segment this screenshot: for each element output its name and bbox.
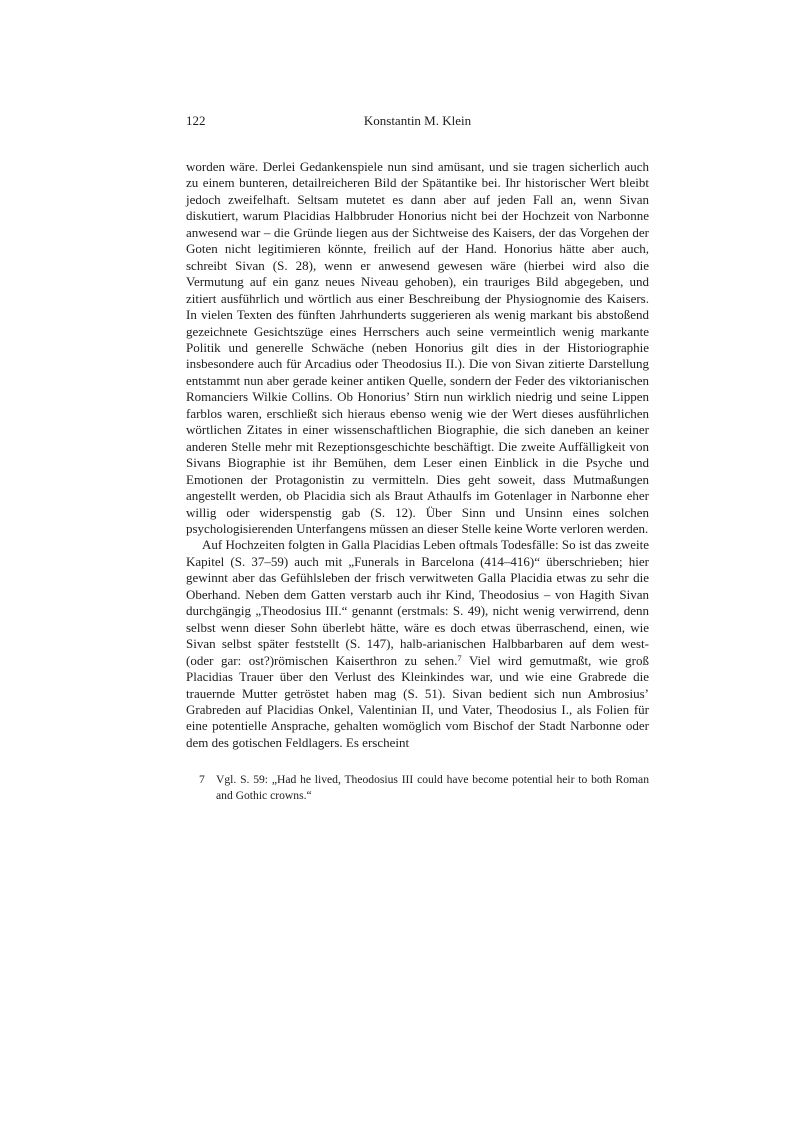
- page-number: 122: [186, 113, 206, 128]
- paragraph: worden wäre. Derlei Gedankenspiele nun sind amüsant, und sie tragen sicherlich auch zu einem bunteren, detailreicheren Bild der Spätantike bei. Ihr historischer Wert bleibt jedoch zweifelhaft. Seltsam mutetet es dann aber auf jeden Fall an, wenn Sivan diskutiert, warum Placidias Halbbruder Honorius nicht bei der Hochzeit von Narbonne anwesend war – die Gründe liegen aus der Sichtweise des Kaisers, der das Vorgehen der Goten nicht legitimieren könnte, freilich auf der Hand. Honorius hätte aber auch, schreibt Sivan (S. 28), wenn er anwesend gewesen wäre (hierbei wird also die Vermutung auf ein ganz neues Niveau gehoben), ein trauriges Bild abgegeben, und zitiert ausführlich und wörtlich aus einer Beschreibung der Physiognomie des Kaisers. In vielen Texten des fünften Jahrhunderts suggerieren als wenig markant bis abstoßend gezeichnete Gesichtszüge eines Herrschers auch seine vermeintlich wenig markante Politik und generelle Schwäche (neben Honorius gilt dies in der Historiographie insbesondere auch für Arcadius oder Theodosius II.). Die von Sivan zitierte Darstellung entstammt nun aber gerade keiner antiken Quelle, sondern der Feder des viktorianischen Romanciers Wilkie Collins. Ob Honorius’ Stirn nun wirklich niedrig und seine Lippen farblos waren, erschließt sich hieraus ebenso wenig wie der Wert dieses ausführlichen wörtlichen Zitates in einer wissenschaftlichen Biographie, die sich daneben an keiner anderen Stelle mehr mit Rezeptionsgeschichte beschäftigt. Die zweite Auffälligkeit von Sivans Biographie ist ihr Bemühen, dem Leser einen Einblick in die Psyche und Emotionen der Protagonistin zu vermitteln. Dies geht soweit, dass Mutmaßungen angestellt werden, ob Placidia sich als Braut Athaulfs im Gotenlager in Narbonne eher willig oder widerspenstig gab (S. 12). Über Sinn und Unsinn eines solchen psychologisierenden Unterfangens müssen an dieser Stelle keine Worte verloren werden.: [186, 159, 649, 536]
- running-title: Konstantin M. Klein: [363, 113, 472, 128]
- paragraph-text: Viel wird gemutmaßt, wie groß Placidias Trauer über den Verlust des Kleinkindes war, und wie eine Grabrede die trauernde Mutter getröstet haben mag (S. 51). Sivan bedient sich nun Ambrosius’ Grabreden auf Placidias Onkel, Valentinian II, und Vater, Theodosius I., als Folien für eine potentielle Ansprache, gehalten womöglich vom Bischof der Stadt Narbonne oder dem des gotischen Feldlagers. Es erscheint: [186, 652, 649, 750]
- page-header: [186, 113, 649, 129]
- footnote-text: Vgl. S. 59: „Had he lived, Theodosius III could have become potential heir to both Roman and Gothic crowns.“: [216, 773, 649, 802]
- footnote: [186, 772, 649, 802]
- paragraph: [186, 537, 649, 751]
- paragraph-text: Auf Hochzeiten folgten in Galla Placidias Leben oftmals Todesfälle: So ist das zweite Kapitel (S. 37–59) auch mit „Funerals in Barcelona (414–416)“ überschrieben; hier gewinnt aber das Gefühlsleben der frisch verwitweten Galla Placidia etwas zu sehr die Oberhand. Neben dem Gatten verstarb auch ihr Kind, Theodosius – von Hagith Sivan durchgängig „Theodosius III.“ genannt (erstmals: S. 49), nicht wenig verwirrend, denn selbst wenn dieser Sohn überlebt hätte, wäre es doch etwas überraschend, einen, wie Sivan selbst später feststellt (S. 147), halb-arianischen Halbbarbaren auf dem west- (oder gar: ost?)römischen Kaiserthron zu sehen.: [186, 537, 649, 668]
- footnote-reference: 7: [457, 652, 462, 663]
- body-text: [186, 159, 649, 751]
- footnote-number: 7: [199, 773, 205, 787]
- text-block: [186, 113, 649, 803]
